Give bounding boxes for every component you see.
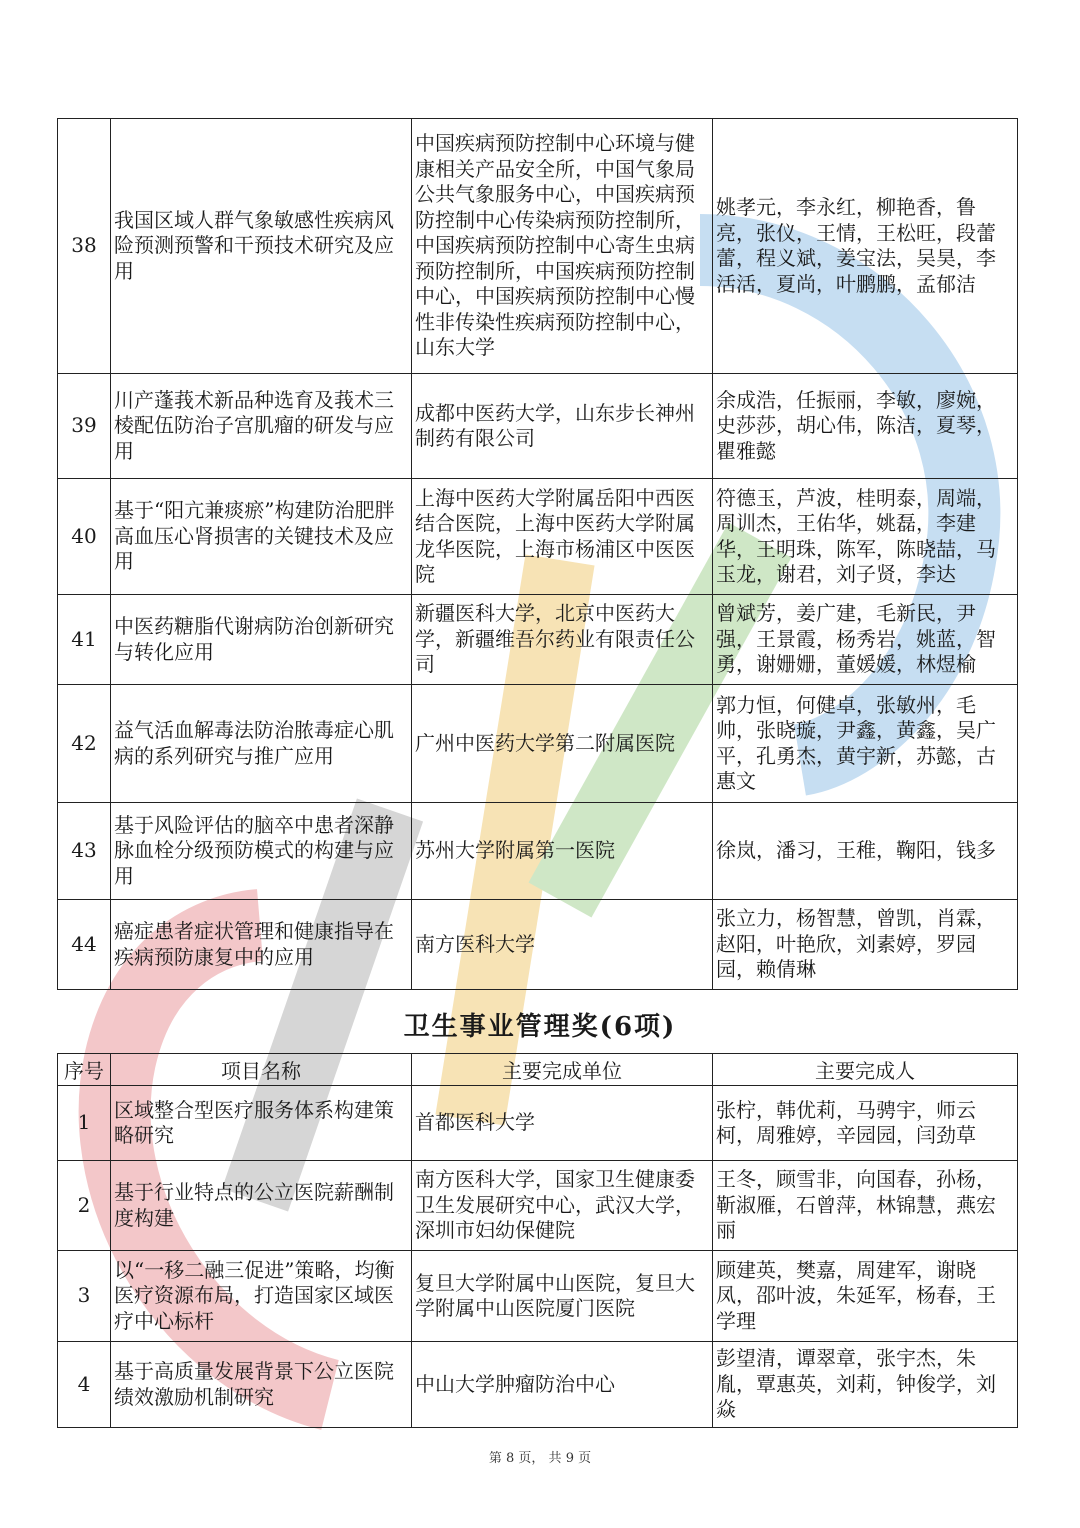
row-number: 38 bbox=[58, 119, 111, 374]
completers: 张柠，韩优莉，马骋宇，师云柯，周雅婷，辛园园，闫劲草 bbox=[713, 1086, 1018, 1161]
completing-unit: 中山大学肿瘤防治中心 bbox=[412, 1342, 713, 1428]
project-name: 中医药糖脂代谢病防治创新研究与转化应用 bbox=[111, 595, 412, 685]
completers: 顾建英，樊嘉，周建军，谢晓凤，邵叶波，朱延军，杨春，王学理 bbox=[713, 1251, 1018, 1342]
table-row bbox=[58, 374, 1018, 479]
completing-unit: 上海中医药大学附属岳阳中西医结合医院，上海中医药大学附属龙华医院，上海市杨浦区中医医院 bbox=[412, 479, 713, 595]
project-name: 以“一移二融三促进”策略，均衡医疗资源布局，打造国家区域医疗中心标杆 bbox=[111, 1251, 412, 1342]
completing-unit: 广州中医药大学第二附属医院 bbox=[412, 685, 713, 803]
project-name: 基于行业特点的公立医院薪酬制度构建 bbox=[111, 1161, 412, 1251]
page-footer: 第 8 页， 共 9 页 bbox=[488, 1451, 592, 1466]
project-name: 益气活血解毒法防治脓毒症心肌病的系列研究与推广应用 bbox=[111, 685, 412, 803]
completing-unit: 南方医科大学，国家卫生健康委卫生发展研究中心，武汉大学，深圳市妇幼保健院 bbox=[412, 1161, 713, 1251]
row-number: 2 bbox=[58, 1161, 111, 1251]
completers: 徐岚，潘习，王稚，鞠阳，钱多 bbox=[713, 803, 1018, 900]
header-no: 序号 bbox=[58, 1054, 111, 1086]
completers: 余成浩，任振丽，李敏，廖婉，史莎莎，胡心伟，陈洁，夏琴，瞿雅懿 bbox=[713, 374, 1018, 479]
project-name: 基于风险评估的脑卒中患者深静脉血栓分级预防模式的构建与应用 bbox=[111, 803, 412, 900]
row-number: 4 bbox=[58, 1342, 111, 1428]
completing-unit: 复旦大学附属中山医院，复旦大学附属中山医院厦门医院 bbox=[412, 1251, 713, 1342]
completing-unit: 首都医科大学 bbox=[412, 1086, 713, 1161]
project-name: 基于高质量发展背景下公立医院绩效激励机制研究 bbox=[111, 1342, 412, 1428]
header-name: 项目名称 bbox=[111, 1054, 412, 1086]
header-people: 主要完成人 bbox=[713, 1054, 1018, 1086]
row-number: 40 bbox=[58, 479, 111, 595]
table-row bbox=[58, 595, 1018, 685]
table-row bbox=[58, 803, 1018, 900]
section-title: 卫生事业管理奖(6项) bbox=[403, 1012, 677, 1042]
row-number: 42 bbox=[58, 685, 111, 803]
completing-unit: 苏州大学附属第一医院 bbox=[412, 803, 713, 900]
row-number: 41 bbox=[58, 595, 111, 685]
project-name: 基于“阳亢兼痰瘀”构建防治肥胖高血压心肾损害的关键技术及应用 bbox=[111, 479, 412, 595]
table-row bbox=[58, 1342, 1018, 1428]
table-row bbox=[58, 1161, 1018, 1251]
health-management-award-table bbox=[57, 1053, 1018, 1428]
row-number: 44 bbox=[58, 900, 111, 990]
completers: 曾斌芳，姜广建，毛新民，尹强，王景霞，杨秀岩，姚蓝，智勇，谢姗姗，董媛媛，林煜榆 bbox=[713, 595, 1018, 685]
row-number: 3 bbox=[58, 1251, 111, 1342]
row-number: 1 bbox=[58, 1086, 111, 1161]
table-row bbox=[58, 479, 1018, 595]
completing-unit: 南方医科大学 bbox=[412, 900, 713, 990]
completing-unit: 新疆医科大学，北京中医药大学，新疆维吾尔药业有限责任公司 bbox=[412, 595, 713, 685]
completers: 王冬，顾雪非，向国春，孙杨，靳淑雁，石曾萍，林锦慧，燕宏丽 bbox=[713, 1161, 1018, 1251]
table-row bbox=[58, 900, 1018, 990]
header-org: 主要完成单位 bbox=[412, 1054, 713, 1086]
row-number: 39 bbox=[58, 374, 111, 479]
table-row bbox=[58, 1086, 1018, 1161]
completing-unit: 中国疾病预防控制中心环境与健康相关产品安全所，中国气象局公共气象服务中心，中国疾病预防控制中心传染病预防控制所，中国疾病预防控制中心寄生虫病预防控制所，中国疾病预防控制中心，中国疾病预防控制中心慢性非传染性疾病预防控制中心，山东大学 bbox=[412, 119, 713, 374]
table-header-row bbox=[58, 1054, 1018, 1086]
row-number: 43 bbox=[58, 803, 111, 900]
completers: 郭力恒，何健卓，张敏州，毛帅，张晓璇，尹鑫，黄鑫，吴广平，孔勇杰，黄宇新，苏懿，古惠文 bbox=[713, 685, 1018, 803]
project-name: 我国区域人群气象敏感性疾病风险预测预警和干预技术研究及应用 bbox=[111, 119, 412, 374]
table-row bbox=[58, 119, 1018, 374]
completing-unit: 成都中医药大学，山东步长神州制药有限公司 bbox=[412, 374, 713, 479]
project-name: 癌症患者症状管理和健康指导在疾病预防康复中的应用 bbox=[111, 900, 412, 990]
completers: 符德玉，芦波，桂明泰，周端，周训杰，王佑华，姚磊，李建华，王明珠，陈军，陈晓喆，马玉龙，谢君，刘子贤，李达 bbox=[713, 479, 1018, 595]
table-row bbox=[58, 1251, 1018, 1342]
completers: 彭望清，谭翠章，张宇杰，朱胤，覃惠英，刘莉，钟俊学，刘焱 bbox=[713, 1342, 1018, 1428]
award-table-continued bbox=[57, 118, 1018, 990]
completers: 姚孝元，李永红，柳艳香，鲁亮，张仪，王情，王松旺，段蕾蕾，程义斌，姜宝法，吴昊，李活活，夏尚，叶鹏鹏，孟郁洁 bbox=[713, 119, 1018, 374]
project-name: 区域整合型医疗服务体系构建策略研究 bbox=[111, 1086, 412, 1161]
project-name: 川产蓬莪术新品种选育及莪术三棱配伍防治子宫肌瘤的研发与应用 bbox=[111, 374, 412, 479]
completers: 张立力，杨智慧，曾凯，肖霖，赵阳，叶艳欣，刘素婷，罗园园，赖倩琳 bbox=[713, 900, 1018, 990]
table-row bbox=[58, 685, 1018, 803]
